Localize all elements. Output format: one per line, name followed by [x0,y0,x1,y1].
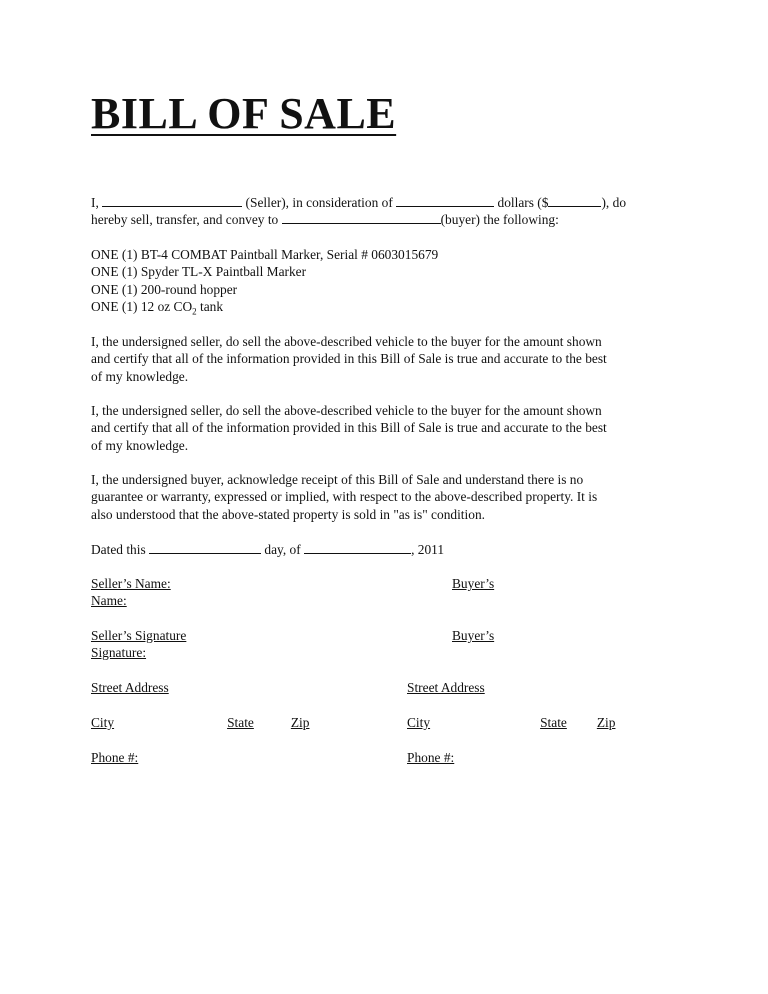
paragraph-line: and certify that all of the information provided in this Bill of Sale is true and accurate to the best [91,351,607,367]
item-3: ONE (1) 200-round hopper [91,281,238,297]
buyer-acknowledgement-paragraph [91,471,681,523]
dated-label: Dated this [91,542,146,557]
sellers-signature-field[interactable] [91,627,352,644]
consideration-blank[interactable] [396,195,494,207]
item-4-text: ONE (1) 12 oz CO [91,299,193,315]
paragraph-line: I, the undersigned buyer, acknowledge receipt of this Bill of Sale and understand there is no [91,472,584,487]
street-address-label: Street Address [91,680,169,695]
seller-certification-paragraph-2 [91,402,681,454]
intro-seller-text: (Seller), in consideration of [245,195,393,210]
signature-label: Signature: [91,645,147,660]
seller-phone-field[interactable] [91,749,342,766]
phone-label: Phone #: [407,750,455,765]
item-4-suffix: tank [196,299,224,315]
seller-certification-paragraph-1 [91,333,681,385]
paragraph-line: guarantee or warranty, expressed or implied, with respect to the above-described property. It is [91,489,598,505]
buyer-street-address-field[interactable] [407,679,659,696]
buyer-name-blank[interactable] [282,212,441,224]
intro-i: I, [91,195,99,210]
intro-line-1 [91,194,681,211]
dollar-amount-blank[interactable] [548,195,601,207]
seller-city-state-zip-field[interactable] [91,714,348,731]
seller-street-address-field[interactable] [91,679,349,696]
name-label: Name: [91,593,127,608]
dated-line [91,541,681,558]
day-blank[interactable] [149,542,261,554]
paragraph-line: of my knowledge. [91,368,189,384]
month-blank[interactable] [304,542,411,554]
buyers-signature-label: Buyer’s [452,628,495,643]
day-of-label: day, of [264,542,301,557]
intro-convey-text: hereby sell, transfer, and convey to [91,212,279,228]
state-label: State [227,715,254,730]
item-4-subscript: 2 [192,306,197,317]
intro-buyer-text: (buyer) the following: [440,212,559,228]
intro-line-2 [91,211,681,228]
document-title: BILL OF SALE [91,89,397,138]
sellers-name-field[interactable] [91,575,357,592]
city-label: City [407,715,431,730]
buyers-name-field[interactable] [91,592,301,609]
intro-do-text: ), do [601,195,627,210]
phone-label: Phone #: [91,750,139,765]
state-label: State [540,715,567,730]
item-2: ONE (1) Spyder TL-X Paintball Marker [91,264,307,280]
zip-label: Zip [290,715,310,730]
sellers-signature-label: Seller’s Signature [91,628,187,643]
paragraph-line: also understood that the above-stated property is sold in "as is" condition. [91,506,485,522]
buyer-city-state-zip-field[interactable] [407,714,661,731]
buyers-signature-field[interactable] [91,644,306,661]
intro-dollars-text: dollars ($ [497,195,549,210]
seller-name-blank[interactable] [102,195,242,207]
items-list [91,246,681,316]
paragraph-line: and certify that all of the information provided in this Bill of Sale is true and accurate to the best [91,420,607,436]
paragraph-line: of my knowledge. [91,437,189,453]
city-label: City [91,715,115,730]
buyer-phone-field[interactable] [407,749,659,766]
buyers-name-label: Buyer’s [452,576,495,591]
paragraph-line: I, the undersigned seller, do sell the above-described vehicle to the buyer for the amount shown [91,403,602,418]
intro-paragraph [91,194,681,229]
year-label: , 2011 [411,542,445,557]
paragraph-line: I, the undersigned seller, do sell the above-described vehicle to the buyer for the amount shown [91,334,602,349]
item-4 [91,298,681,315]
street-address-label: Street Address [407,680,485,695]
item-1: ONE (1) BT-4 COMBAT Paintball Marker, Serial # 0603015679 [91,247,439,262]
zip-label: Zip [596,715,616,730]
sellers-name-label: Seller’s Name: [91,576,171,591]
